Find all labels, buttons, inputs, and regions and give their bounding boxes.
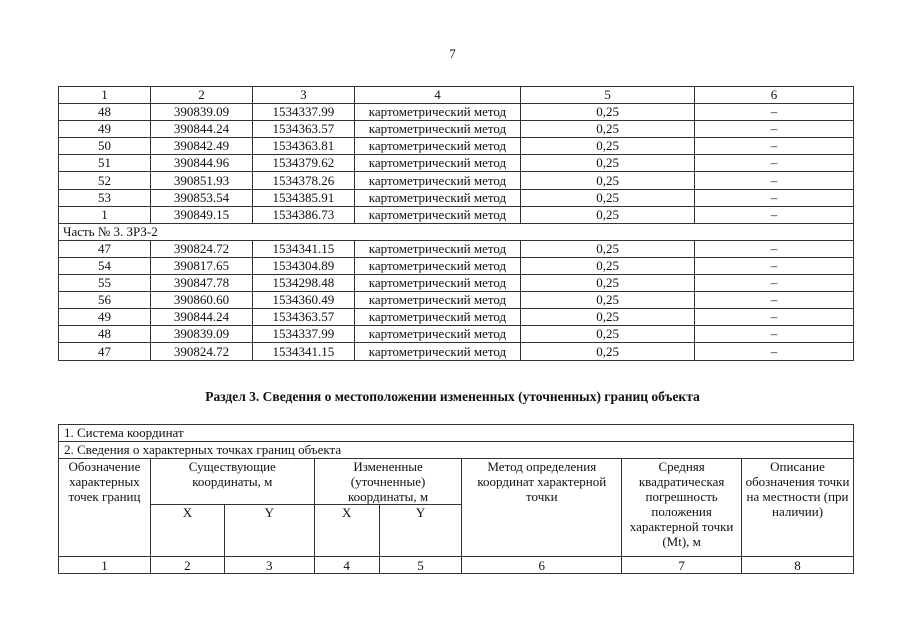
col-method: Метод определения координат характерной точки [462, 459, 622, 557]
table-cell: 1534298.48 [253, 275, 355, 292]
table-cell: – [695, 104, 854, 121]
table-cell: 1534363.81 [253, 138, 355, 155]
table-cell: 1534337.99 [253, 104, 355, 121]
table-cell: 0,25 [521, 121, 695, 138]
header-cell: 1 [59, 87, 151, 104]
table-cell: картометрический метод [354, 292, 521, 309]
table-cell: 0,25 [521, 292, 695, 309]
column-number: 6 [462, 557, 622, 574]
table-cell: – [695, 138, 854, 155]
table-cell: 47 [59, 343, 151, 360]
table-cell: картометрический метод [354, 172, 521, 189]
table-cell: – [695, 189, 854, 206]
table-cell: 0,25 [521, 138, 695, 155]
col-error: Средняя квадратическая погрешность положения характерной точки (Mt), м [622, 459, 742, 557]
table-cell: 55 [59, 275, 151, 292]
table-cell: 49 [59, 121, 151, 138]
table-cell: 49 [59, 309, 151, 326]
table-header-row [59, 87, 854, 104]
table-row [59, 104, 854, 121]
table-cell: – [695, 292, 854, 309]
sub-x-changed: X [314, 505, 379, 557]
col-changed-coords: Измененные (уточненные) координаты, м [314, 459, 462, 505]
table-row [59, 121, 854, 138]
sub-y-existing: Y [224, 505, 314, 557]
table-cell: 56 [59, 292, 151, 309]
table-row [59, 206, 854, 223]
table-cell: 1534379.62 [253, 155, 355, 172]
table-cell: 390844.24 [150, 309, 252, 326]
table-cell: 390851.93 [150, 172, 252, 189]
table-cell: картометрический метод [354, 240, 521, 257]
changed-boundaries-table [58, 424, 854, 574]
column-number: 5 [379, 557, 462, 574]
table-cell: – [695, 326, 854, 343]
table-row [59, 172, 854, 189]
table-cell: картометрический метод [354, 309, 521, 326]
section-heading: Раздел 3. Сведения о местоположении измененных (уточненных) границ объекта [205, 389, 700, 404]
table-cell: 1 [59, 206, 151, 223]
table-cell: 0,25 [521, 275, 695, 292]
coordinate-system-row: 1. Система координат [59, 425, 854, 442]
table-cell: 54 [59, 257, 151, 274]
table-cell: 48 [59, 104, 151, 121]
table-cell: картометрический метод [354, 326, 521, 343]
column-number: 7 [622, 557, 742, 574]
table-cell: картометрический метод [354, 155, 521, 172]
table-cell: 390844.96 [150, 155, 252, 172]
table-cell: 0,25 [521, 240, 695, 257]
table-row [59, 343, 854, 360]
column-number: 2 [150, 557, 224, 574]
table-cell: 390817.65 [150, 257, 252, 274]
table-cell: 1534363.57 [253, 309, 355, 326]
table-cell: картометрический метод [354, 206, 521, 223]
table-cell: – [695, 121, 854, 138]
table-row [59, 275, 854, 292]
table-cell: 1534363.57 [253, 121, 355, 138]
header-cell: 4 [354, 87, 521, 104]
table-cell: 390824.72 [150, 343, 252, 360]
table-cell: 0,25 [521, 309, 695, 326]
table-cell: 0,25 [521, 326, 695, 343]
col-point-designation: Обозначение характерных точек границ [59, 459, 151, 557]
column-number: 4 [314, 557, 379, 574]
sub-y-changed: Y [379, 505, 462, 557]
table-cell: 0,25 [521, 206, 695, 223]
table-cell: 1534385.91 [253, 189, 355, 206]
table-cell: – [695, 172, 854, 189]
table-row [59, 326, 854, 343]
table-cell: картометрический метод [354, 104, 521, 121]
table-cell: – [695, 240, 854, 257]
table-cell: 390839.09 [150, 104, 252, 121]
section-label: Часть № 3. ЗРЗ-2 [59, 223, 854, 240]
table-cell: 51 [59, 155, 151, 172]
header-cell: 2 [150, 87, 252, 104]
table-cell: картометрический метод [354, 275, 521, 292]
table-row [59, 138, 854, 155]
coordinates-table [58, 86, 854, 361]
section-row [59, 223, 854, 240]
table-cell: 390839.09 [150, 326, 252, 343]
characteristic-points-row: 2. Сведения о характерных точках границ объекта [59, 442, 854, 459]
table-cell: 1534378.26 [253, 172, 355, 189]
table-cell: картометрический метод [354, 257, 521, 274]
table-cell: 1534341.15 [253, 240, 355, 257]
table-cell: – [695, 309, 854, 326]
header-cell: 5 [521, 87, 695, 104]
table-cell: 0,25 [521, 172, 695, 189]
table-cell: 390842.49 [150, 138, 252, 155]
table-cell: 390844.24 [150, 121, 252, 138]
table-cell: 1534337.99 [253, 326, 355, 343]
table-cell: – [695, 343, 854, 360]
column-numbers-row [59, 557, 854, 574]
table-cell: 52 [59, 172, 151, 189]
table-cell: 1534304.89 [253, 257, 355, 274]
table-cell: 390849.15 [150, 206, 252, 223]
table-cell: 53 [59, 189, 151, 206]
table-cell: 0,25 [521, 189, 695, 206]
col-existing-coords: Существующие координаты, м [150, 459, 314, 505]
table-cell: 0,25 [521, 104, 695, 121]
table-cell: картометрический метод [354, 189, 521, 206]
table-row [59, 155, 854, 172]
col-description: Описание обозначения точки на местности (при наличии) [742, 459, 854, 557]
table-cell: – [695, 257, 854, 274]
table-row [59, 240, 854, 257]
sub-x-existing: X [150, 505, 224, 557]
table-cell: 50 [59, 138, 151, 155]
page-number: 7 [449, 46, 456, 61]
table-cell: 48 [59, 326, 151, 343]
column-number: 1 [59, 557, 151, 574]
table-cell: 390824.72 [150, 240, 252, 257]
table-cell: 1534360.49 [253, 292, 355, 309]
column-number: 8 [742, 557, 854, 574]
table-cell: 390860.60 [150, 292, 252, 309]
table-cell: 0,25 [521, 257, 695, 274]
table-cell: 1534341.15 [253, 343, 355, 360]
table-cell: 0,25 [521, 343, 695, 360]
column-number: 3 [224, 557, 314, 574]
table-row [59, 189, 854, 206]
table-row [59, 292, 854, 309]
table-cell: 390853.54 [150, 189, 252, 206]
table-cell: 0,25 [521, 155, 695, 172]
table-cell: – [695, 275, 854, 292]
header-cell: 3 [253, 87, 355, 104]
header-cell: 6 [695, 87, 854, 104]
table-cell: – [695, 206, 854, 223]
table-cell: картометрический метод [354, 121, 521, 138]
table-cell: картометрический метод [354, 343, 521, 360]
table-row [59, 309, 854, 326]
table-cell: – [695, 155, 854, 172]
table-cell: 47 [59, 240, 151, 257]
table-cell: картометрический метод [354, 138, 521, 155]
table-row [59, 257, 854, 274]
table-cell: 1534386.73 [253, 206, 355, 223]
table-cell: 390847.78 [150, 275, 252, 292]
